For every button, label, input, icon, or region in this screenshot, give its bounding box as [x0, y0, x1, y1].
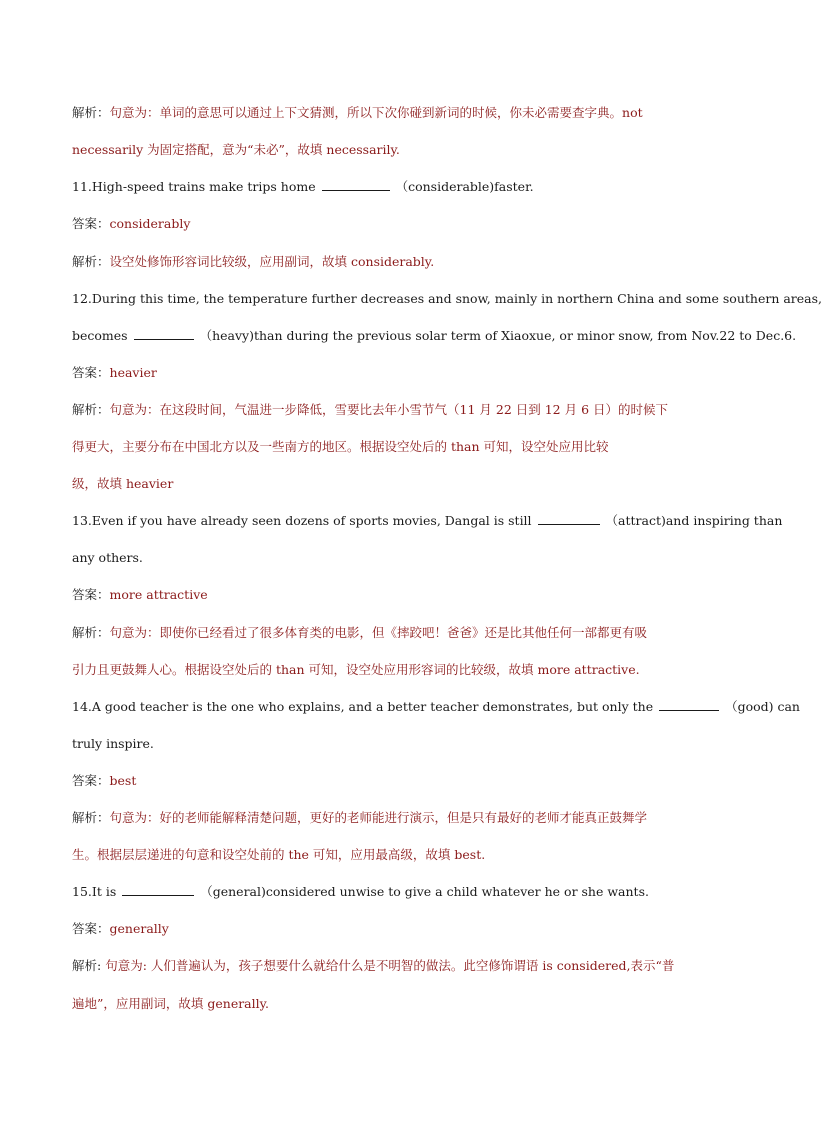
analysis-text: 句意为：好的老师能解释清楚问题，更好的老师能进行演示，但是只有最好的老师才能真正鼓舞学 — [109, 810, 648, 825]
analysis-label: 解析： — [72, 810, 110, 825]
answer-blank — [134, 327, 194, 340]
answer-blank — [322, 178, 390, 191]
answer-label: 答案： — [72, 587, 110, 602]
question-text-before: It is — [91, 884, 117, 899]
analysis-14-line-1 — [72, 809, 732, 827]
analysis-15-line-1 — [72, 957, 732, 975]
answer-label: 答案： — [72, 216, 110, 231]
question-13-line-2: any others. — [72, 550, 143, 565]
question-13-line-1 — [72, 512, 783, 530]
answer-text: best — [109, 773, 137, 788]
question-14-line-2: truly inspire. — [72, 736, 154, 751]
question-number: 12. — [72, 291, 92, 306]
analysis-text: 句意为: 人们普遍认为，孩子想要什么就给什么是不明智的做法。此空修饰谓语 is considered,表示“普 — [105, 958, 675, 973]
analysis-10-line-1 — [72, 104, 732, 122]
analysis-15-line-2: 遍地”，应用副词，故填 generally. — [72, 996, 270, 1011]
analysis-text: 句意为：单词的意思可以通过上下文猜测，所以下次你碰到新词的时候，你未必需要查字典。not — [109, 105, 643, 120]
question-text-before: becomes — [72, 328, 128, 343]
analysis-10-line-2: necessarily 为固定搭配，意为“未必”，故填 necessarily. — [72, 142, 400, 157]
question-text-after: （attract)and inspiring than — [605, 513, 783, 528]
analysis-label: 解析： — [72, 625, 110, 640]
question-text-before: High-speed trains make trips home — [91, 179, 316, 194]
analysis-12-line-2: 得更大，主要分布在中国北方以及一些南方的地区。根据设空处后的 than 可知，设空处应用比较 — [72, 439, 609, 454]
analysis-text: 句意为：在这段时间，气温进一步降低，雪要比去年小雪节气（11 月 22 日到 12 月 6 日）的时候下 — [109, 402, 669, 417]
question-14-line-1 — [72, 698, 800, 716]
question-text-before: Even if you have already seen dozens of sports movies, Dangal is still — [91, 513, 532, 528]
question-number: 15. — [72, 884, 92, 899]
question-text-after: （general)considered unwise to give a child whatever he or she wants. — [200, 884, 649, 899]
question-number: 11. — [72, 179, 92, 194]
question-number: 14. — [72, 699, 92, 714]
answer-text: heavier — [109, 365, 157, 380]
analysis-13-line-1 — [72, 624, 732, 642]
analysis-12-line-3: 级，故填 heavier — [72, 476, 174, 491]
question-text-after: （considerable)faster. — [395, 179, 534, 194]
analysis-14-line-2: 生。根据层层递进的句意和设空处前的 the 可知，应用最高级，故填 best. — [72, 847, 486, 862]
analysis-text: 设空处修饰形容词比较级，应用副词，故填 considerably. — [109, 254, 435, 269]
analysis-label: 解析： — [72, 402, 110, 417]
question-text-before: A good teacher is the one who explains, and a better teacher demonstrates, but only the — [91, 699, 654, 714]
answer-12 — [72, 364, 732, 382]
analysis-text: 句意为：即使你已经看过了很多体育类的电影，但《摔跤吧！爸爸》还是比其他任何一部都更有吸 — [109, 625, 648, 640]
analysis-label: 解析： — [72, 105, 110, 120]
answer-label: 答案： — [72, 773, 110, 788]
question-text-after: （good) can — [725, 699, 800, 714]
answer-text: more attractive — [109, 587, 208, 602]
answer-text: generally — [109, 921, 169, 936]
answer-label: 答案： — [72, 921, 110, 936]
analysis-label: 解析： — [72, 254, 110, 269]
analysis-13-line-2: 引力且更鼓舞人心。根据设空处后的 than 可知，设空处应用形容词的比较级，故填 more attractive. — [72, 662, 640, 677]
analysis-label: 解析: — [72, 958, 106, 973]
answer-15 — [72, 920, 732, 938]
answer-13 — [72, 586, 732, 604]
question-12-line-1 — [72, 290, 822, 308]
answer-text: considerably — [109, 216, 191, 231]
question-text-after: （heavy)than during the previous solar term of Xiaoxue, or minor snow, from Nov.22 to Dec.6. — [199, 328, 797, 343]
analysis-11 — [72, 253, 732, 271]
answer-blank — [122, 883, 194, 896]
question-12-line-2 — [72, 327, 797, 345]
question-15 — [72, 883, 732, 901]
question-text: During this time, the temperature further decreases and snow, mainly in northern China and some southern areas, — [91, 291, 822, 306]
answer-blank — [538, 512, 600, 525]
analysis-12-line-1 — [72, 401, 732, 419]
answer-14 — [72, 772, 732, 790]
answer-label: 答案： — [72, 365, 110, 380]
question-11 — [72, 178, 732, 196]
question-number: 13. — [72, 513, 92, 528]
answer-blank — [659, 698, 719, 711]
answer-11 — [72, 215, 732, 233]
